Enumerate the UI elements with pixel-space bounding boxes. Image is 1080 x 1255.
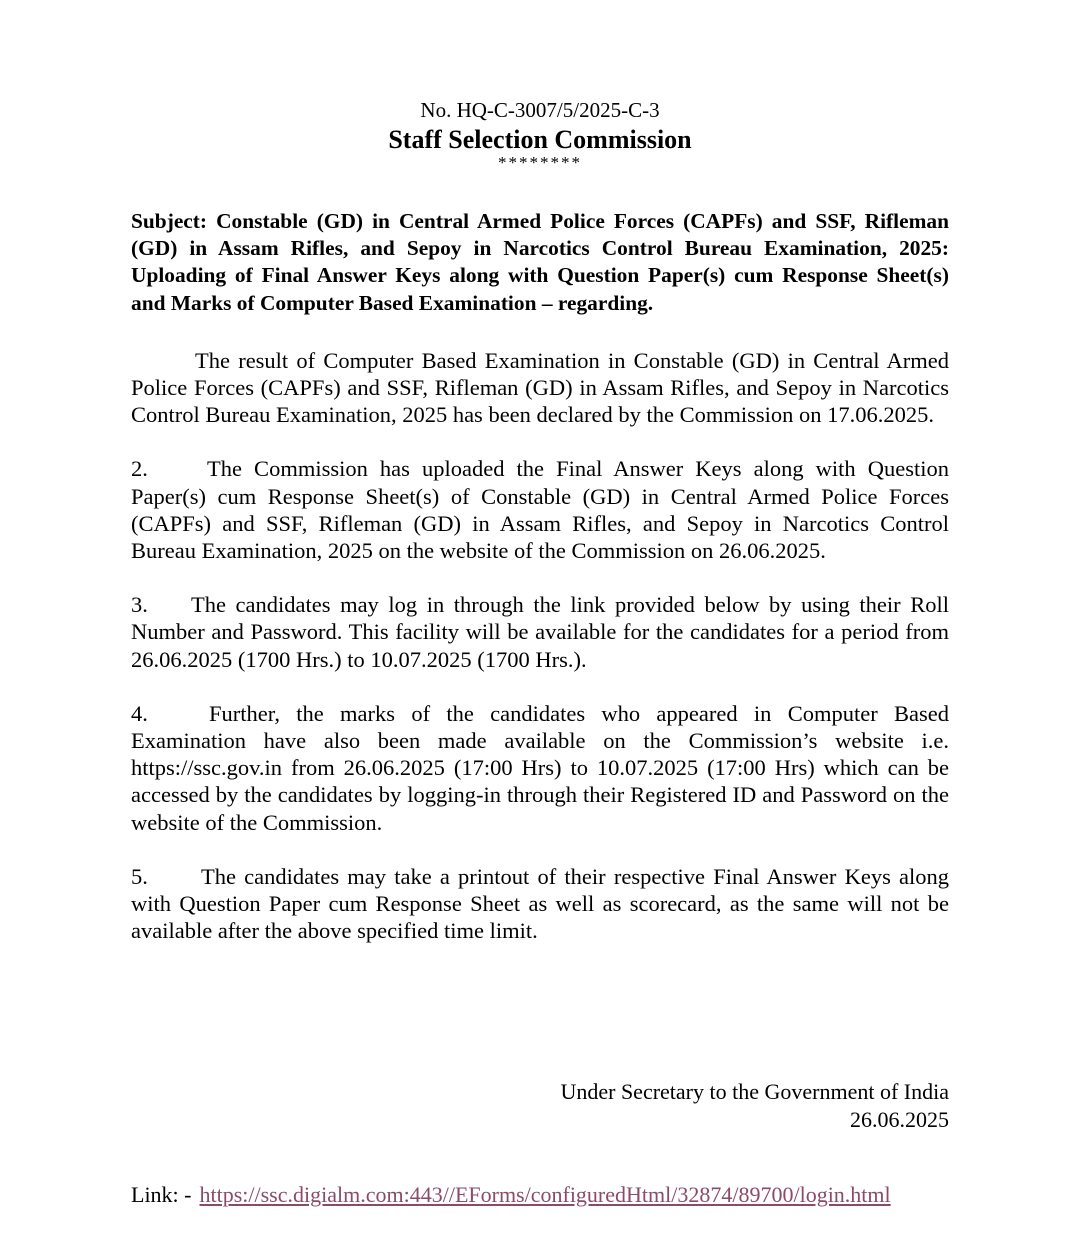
paragraph-number: 5. [131,863,148,889]
reference-number: No. HQ-C-3007/5/2025-C-3 [420,98,660,122]
subject-line: Subject: Constable (GD) in Central Armed Police Forces (CAPFs) and SSF, Rifleman (GD) in Assam Rifles, and Sepoy in Narcotics Control Bureau Examination, 2025: Uploading of Final Answer Keys along with Question Paper(s) cum Response Sheet(s) and Marks of Computer Based Examination – regarding. [131,209,949,315]
paragraph-number: 2. [131,456,148,482]
paragraph-number: 4. [131,700,148,726]
paragraph-2 [131,455,949,564]
login-link[interactable]: https://ssc.digialm.com:443//EForms/configuredHtml/32874/89700/login.html [199,1182,891,1207]
paragraph-text: The Commission has uploaded the Final Answer Keys along with Question Paper(s) cum Response Sheet(s) of Constable (GD) in Central Armed Police Forces (CAPFs) and SSF, Rifleman (GD) in Assam Rifles, and Sepoy in Narcotics Control Bureau Examination, 2025 on the website of the Commission on 26.06.2025. [131,456,949,564]
login-link-line [131,1181,891,1209]
signatory-designation: Under Secretary to the Government of India [560,1079,949,1104]
paragraph-text: The candidates may log in through the link provided below by using their Roll Number and Password. This facility will be available for the candidates for a period from 26.06.2025 (1700 Hrs.) to 10.07.2025 (1700 Hrs.). [131,592,949,672]
paragraph-text: Further, the marks of the candidates who appeared in Computer Based Examination have also been made available on the Commission’s website i.e. https://ssc.gov.in from 26.06.2025 (17:00 Hrs) to 10.07.2025 (17:00 Hrs) which can be accessed by the candidates by logging-in through their Registered ID and Password on the website of the Commission. [131,700,949,835]
organization-name: Staff Selection Commission [388,125,692,154]
paragraph-3 [131,591,949,673]
paragraph-5 [131,863,949,945]
notice-body [131,96,949,944]
link-label: Link: - [131,1182,192,1207]
paragraph-4 [131,700,949,836]
paragraph-number: 3. [131,592,148,618]
header-divider-stars: ******** [498,153,582,172]
signature-date: 26.06.2025 [850,1106,949,1132]
signature-block [560,1078,949,1133]
paragraph-text: The candidates may take a printout of their respective Final Answer Keys along with Question Paper cum Response Sheet as well as scorecard, as the same will not be available after the above specified time limit. [131,863,949,944]
paragraph-1: The result of Computer Based Examination in Constable (GD) in Central Armed Police Forces (CAPFs) and SSF, Rifleman (GD) in Assam Rifles, and Sepoy in Narcotics Control Bureau Examination, 2025 has been declared by the Commission on 17.06.2025. [131,347,949,428]
notice-header [131,96,949,170]
